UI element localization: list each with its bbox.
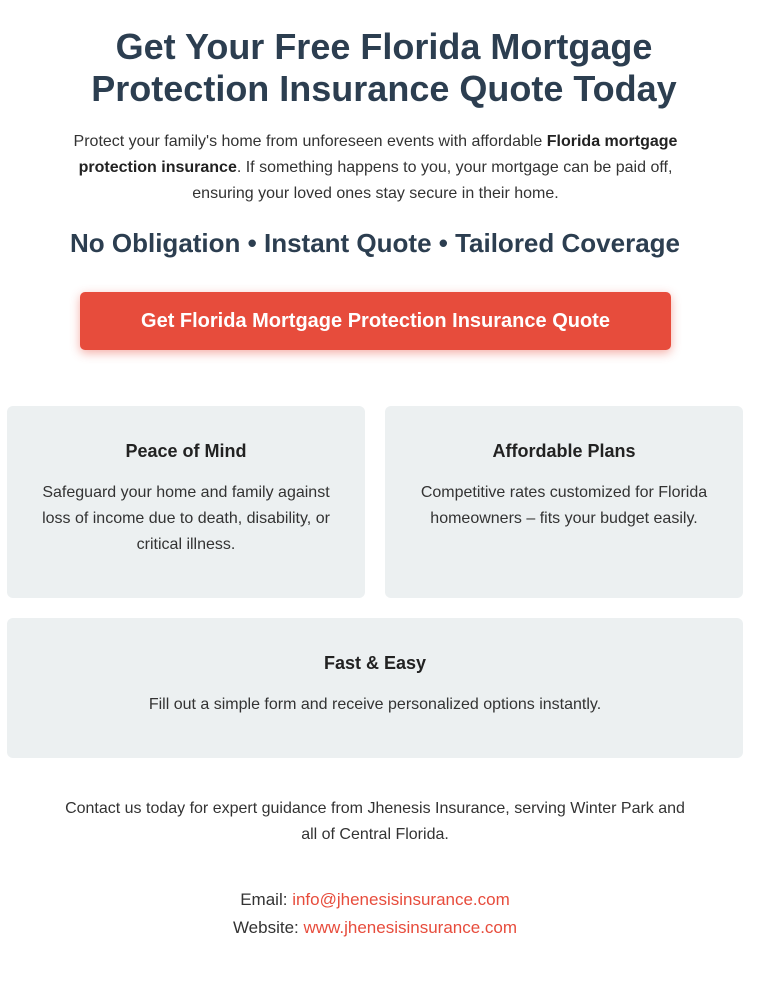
benefit-title: Peace of Mind [125,441,247,461]
benefit-description: Safeguard your home and family against loss of income due to death, disability, or critical illness. [42,484,330,553]
benefit-description: Fill out a simple form and receive personalized options instantly. [148,696,602,713]
website-link[interactable]: www.jhenesisinsurance.com [303,918,518,937]
intro-text-start: Protect your family's home from unforeseen events with affordable [73,133,547,150]
benefit-card-fast-and-easy [7,618,743,758]
benefit-description: Competitive rates customized for Florida homeowners – fits your budget easily. [420,484,708,527]
contact-paragraph: Contact us today for expert guidance from Jhenesis Insurance, serving Winter Park and all of Central Florida. [65,800,685,843]
email-label: Email: [240,890,293,909]
benefit-title: Affordable Plans [492,441,636,461]
email-row [0,886,750,914]
email-link[interactable]: info@jhenesisinsurance.com [292,890,510,909]
website-row [0,914,750,942]
benefit-card-peace-of-mind [7,406,365,598]
page-title-line-2: Protection Insurance Quote Today [91,68,677,109]
contact-links [0,886,750,942]
page-title-line-1: Get Your Free Florida Mortgage [115,26,653,67]
website-label: Website: [232,918,304,937]
intro-paragraph [50,129,701,207]
benefit-title: Fast & Easy [323,653,427,673]
intro-emphasis: Florida mortgage protection insurance [78,133,678,176]
intro-text-end: . If something happens to you, your mortgage can be paid off, ensuring your loved ones stay secure in their home. [192,159,673,202]
value-tagline: No Obligation • Instant Quote • Tailored Coverage [70,228,680,258]
page-title [0,26,768,110]
get-quote-button[interactable]: Get Florida Mortgage Protection Insurance Quote [80,292,671,350]
benefit-card-affordable-plans [385,406,743,598]
